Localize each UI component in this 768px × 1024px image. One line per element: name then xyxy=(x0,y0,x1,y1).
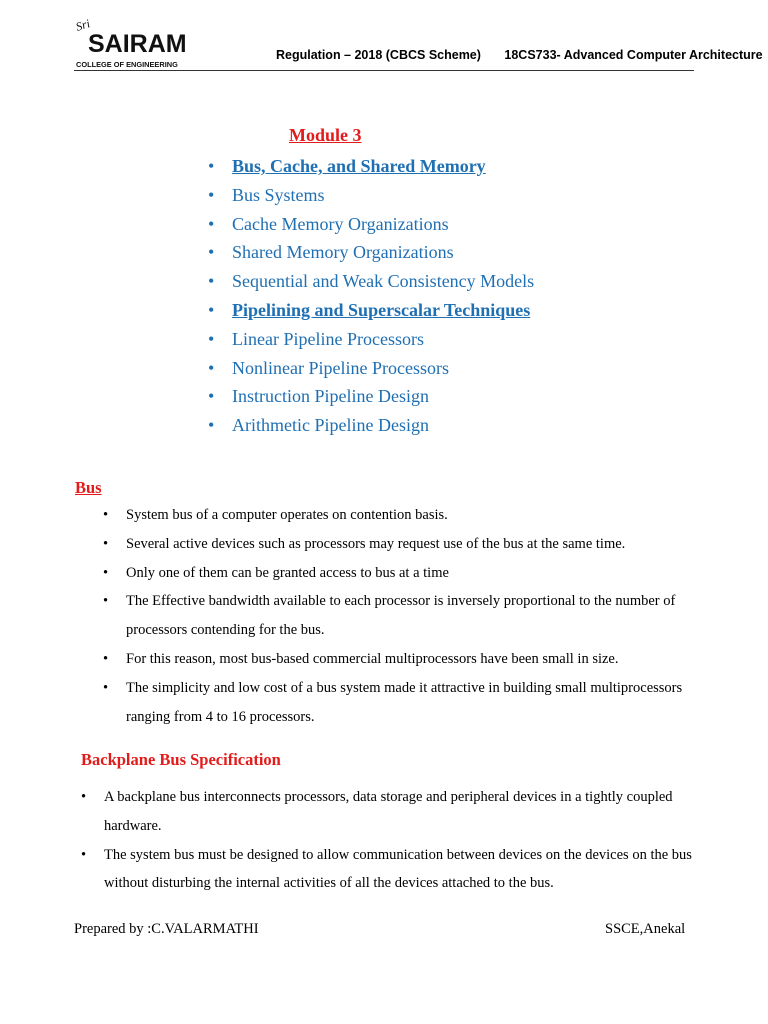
module-title: Module 3 xyxy=(289,125,362,145)
topic-item: • Arithmetic Pipeline Design xyxy=(208,415,429,436)
bus-bullet-list xyxy=(103,501,713,731)
topic-item: • Bus, Cache, and Shared Memory xyxy=(208,156,486,176)
topic-item: • Nonlinear Pipeline Processors xyxy=(208,357,449,378)
list-item: • The Effective bandwidth available to each processor is inversely proportional to the number of processors contending for the bus. xyxy=(103,593,676,639)
course-title: 18CS733- Advanced Computer Architecture xyxy=(504,48,763,62)
logo-subtitle: COLLEGE OF ENGINEERING xyxy=(76,60,178,69)
topic-item: • Shared Memory Organizations xyxy=(208,242,454,263)
footer-prepared-by: Prepared by :C.VALARMATHI xyxy=(74,921,259,937)
list-item: • The simplicity and low cost of a bus system made it attractive in building small multiprocessors ranging from 4 to 16 processors. xyxy=(103,679,683,725)
footer-institution: SSCE,Anekal xyxy=(605,921,686,937)
header-divider xyxy=(74,70,694,71)
bus-heading: Bus xyxy=(75,478,102,497)
module-topic-list xyxy=(208,152,534,440)
topic-item: • Sequential and Weak Consistency Models xyxy=(208,271,535,292)
topic-item: • Instruction Pipeline Design xyxy=(208,386,429,407)
page-header xyxy=(276,48,763,66)
topic-item: • Pipelining and Superscalar Techniques xyxy=(208,299,531,320)
topic-item: • Linear Pipeline Processors xyxy=(208,328,424,349)
topic-item: • Bus Systems xyxy=(208,184,325,205)
list-item: • A backplane bus interconnects processors, data storage and peripheral devices in a tightly coupled hardware. xyxy=(81,789,673,834)
list-item: • Only one of them can be granted access to bus at a time xyxy=(103,564,449,581)
list-item: • The system bus must be designed to allow communication between devices on the devices on the bus without disturbing the internal activities of all the devices attached to the bus. xyxy=(81,846,692,892)
list-item: • For this reason, most bus-based commercial multiprocessors have been small in size. xyxy=(103,650,619,667)
list-item: • System bus of a computer operates on contention basis. xyxy=(103,507,448,523)
logo-sri-text: Sri xyxy=(74,16,92,34)
topic-item: • Cache Memory Organizations xyxy=(208,213,449,234)
list-item: • Several active devices such as processors may request use of the bus at the same time. xyxy=(103,535,626,552)
backplane-heading: Backplane Bus Specification xyxy=(81,750,281,769)
college-logo xyxy=(74,16,187,70)
regulation-text: Regulation – 2018 (CBCS Scheme) xyxy=(276,48,481,62)
backplane-bullet-list xyxy=(81,783,706,898)
logo-name: SAIRAM xyxy=(88,30,187,58)
